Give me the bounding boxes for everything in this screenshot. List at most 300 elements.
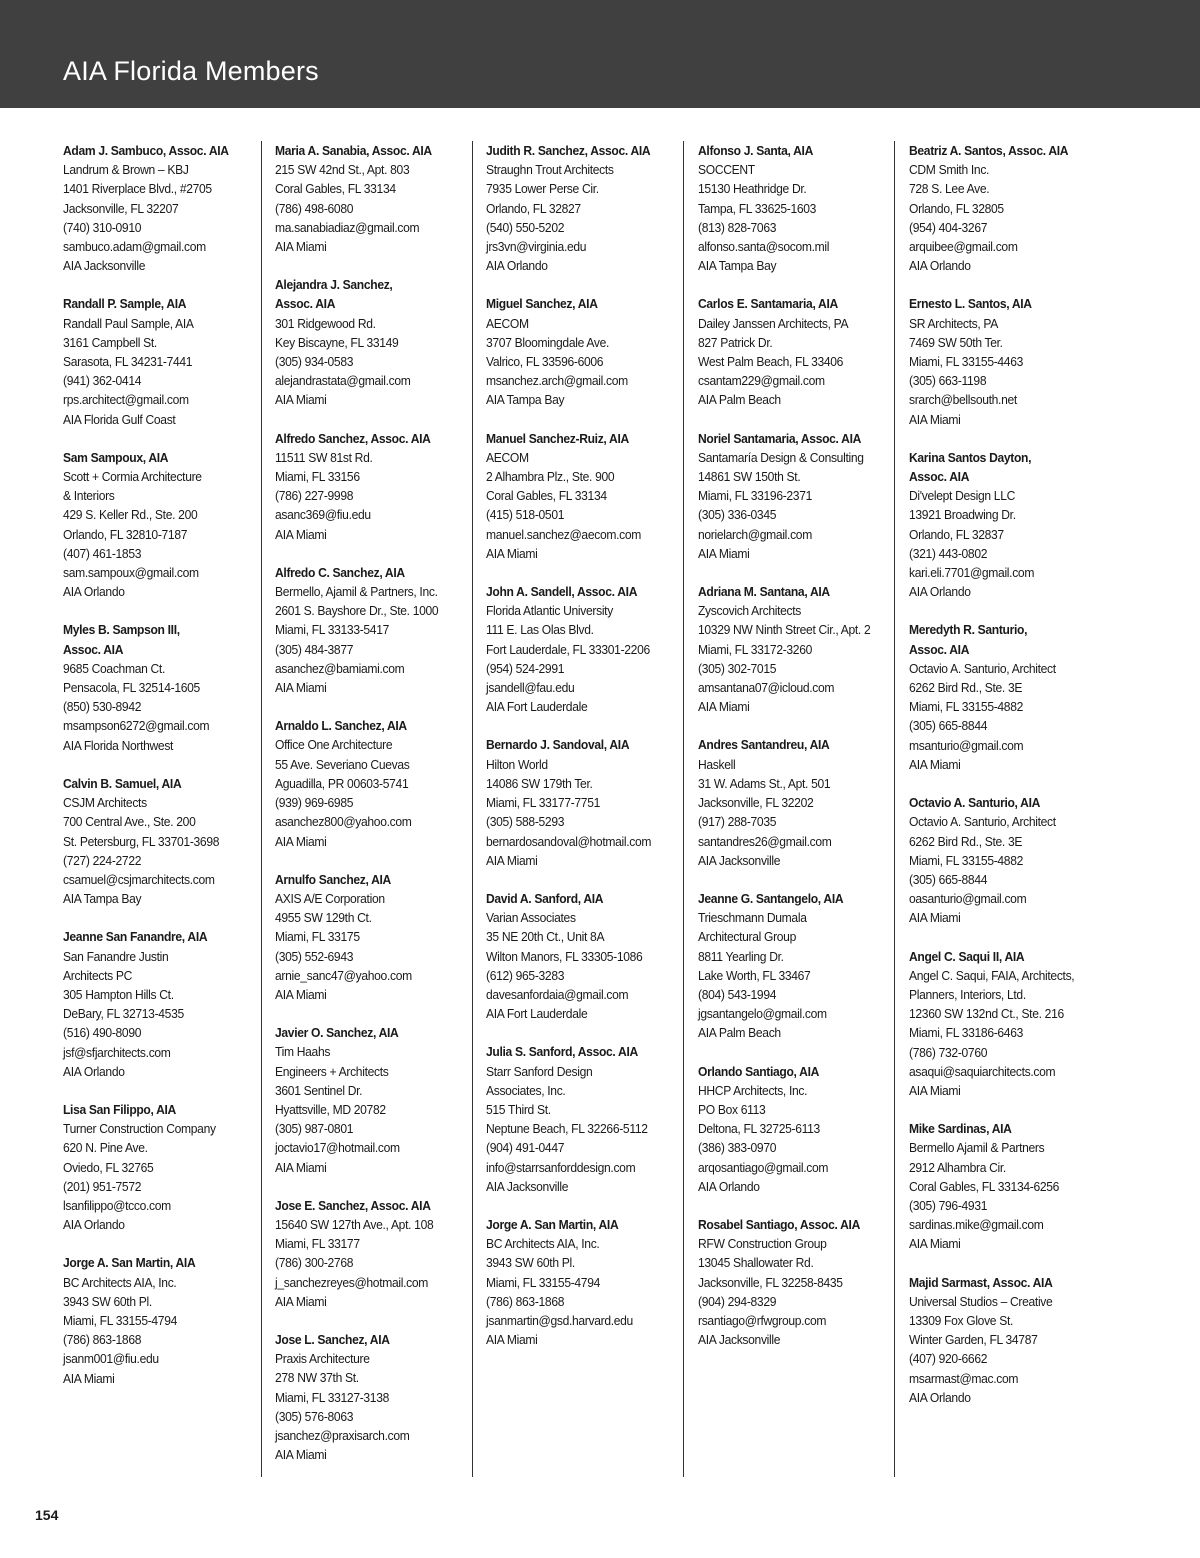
member-detail: 3161 Campbell St.: [63, 334, 157, 350]
member-detail: Aguadilla, PR 00603-5741: [275, 775, 409, 791]
member-detail: Praxis Architecture: [275, 1351, 370, 1367]
member-detail: Angel C. Saqui, FAIA, Architects,: [909, 967, 1075, 983]
member-detail: Coral Gables, FL 33134-6256: [909, 1178, 1060, 1194]
member-name: Beatriz A. Santos, Assoc. AIA: [909, 143, 1069, 158]
member-detail: AIA Jacksonville: [698, 1332, 781, 1348]
member-detail: (786) 227-9998: [275, 488, 354, 504]
member-detail: alejandrastata@gmail.com: [275, 373, 411, 389]
member-name: Jose L. Sanchez, AIA: [275, 1331, 390, 1347]
member-detail: arqosantiago@gmail.com: [698, 1159, 829, 1175]
member-name: Alfredo C. Sanchez, AIA: [275, 564, 405, 580]
member-detail: santandres26@gmail.com: [698, 833, 832, 849]
member-detail: (305) 665-8844: [909, 871, 988, 887]
member-detail: Tampa, FL 33625-1603: [698, 200, 817, 216]
member-detail: Haskell: [698, 756, 736, 772]
member-detail: 278 NW 37th St.: [275, 1370, 359, 1386]
member-detail: (305) 934-0583: [275, 354, 354, 370]
member-name: Maria A. Sanabia, Assoc. AIA: [275, 143, 432, 158]
member-detail: Jacksonville, FL 32207: [63, 200, 179, 216]
directory-column-3: [472, 141, 683, 1477]
member-name: Jeanne San Fanandre, AIA: [63, 929, 208, 945]
member-detail: (407) 461-1853: [63, 545, 142, 561]
member-detail: AIA Miami: [909, 411, 961, 427]
member-detail: oasanturio@gmail.com: [909, 891, 1027, 907]
member-detail: 10329 NW Ninth Street Cir., Apt. 2: [698, 622, 871, 638]
member-detail: 2601 S. Bayshore Dr., Ste. 1000: [275, 603, 439, 619]
member-detail: 13921 Broadwing Dr.: [909, 507, 1016, 523]
member-name: Randall P. Sample, AIA: [63, 296, 187, 312]
member-entry: [63, 141, 259, 275]
member-detail: jsf@sfjarchitects.com: [63, 1044, 171, 1060]
member-name: Octavio A. Santurio, AIA: [909, 795, 1041, 811]
member-name: Assoc. AIA: [909, 641, 970, 657]
member-name: Jeanne G. Santangelo, AIA: [698, 890, 844, 906]
member-detail: BC Architects AIA, Inc.: [63, 1274, 177, 1290]
member-entry: [486, 735, 683, 869]
member-detail: 3943 SW 60th Pl.: [486, 1255, 575, 1271]
member-detail: AXIS A/E Corporation: [275, 890, 385, 906]
member-detail: 429 S. Keller Rd., Ste. 200: [63, 507, 198, 523]
member-name: David A. Sanford, AIA: [486, 890, 604, 906]
member-detail: AIA Florida Northwest: [63, 737, 174, 753]
member-detail: alfonso.santa@socom.mil: [698, 239, 830, 255]
member-detail: 55 Ave. Severiano Cuevas: [275, 756, 410, 772]
member-name: Andres Santandreu, AIA: [698, 737, 830, 753]
member-name: Assoc. AIA: [909, 469, 970, 485]
member-detail: 1401 Riverplace Blvd., #2705: [63, 181, 212, 197]
member-detail: AIA Palm Beach: [698, 392, 781, 408]
member-entry: [909, 620, 1105, 774]
member-detail: Miami, FL 33177: [275, 1236, 360, 1252]
member-detail: AIA Miami: [275, 986, 327, 1002]
member-detail: Dailey Janssen Architects, PA: [698, 315, 849, 331]
member-entry: [698, 582, 894, 716]
member-detail: (305) 588-5293: [486, 814, 565, 830]
member-entry: [698, 294, 894, 409]
member-detail: AECOM: [486, 315, 529, 331]
member-entry: [275, 429, 472, 544]
member-detail: 2912 Alhambra Cir.: [909, 1159, 1006, 1175]
member-detail: CSJM Architects: [63, 795, 147, 811]
member-detail: 728 S. Lee Ave.: [909, 181, 990, 197]
page-number: 154: [35, 1507, 59, 1523]
member-detail: Landrum & Brown – KBJ: [63, 162, 189, 178]
member-detail: Octavio A. Santurio, Architect: [909, 660, 1056, 676]
member-detail: 13309 Fox Glove St.: [909, 1312, 1014, 1328]
member-detail: 3601 Sentinel Dr.: [275, 1082, 363, 1098]
member-detail: Associates, Inc.: [486, 1082, 566, 1098]
member-detail: AIA Miami: [909, 1082, 961, 1098]
member-detail: (786) 732-0760: [909, 1044, 988, 1060]
member-detail: 111 E. Las Olas Blvd.: [486, 622, 594, 638]
member-name: Alfonso J. Santa, AIA: [698, 143, 813, 158]
member-detail: 15130 Heathridge Dr.: [698, 181, 807, 197]
member-detail: AIA Tampa Bay: [63, 891, 142, 907]
member-detail: AIA Miami: [275, 1293, 327, 1309]
member-detail: Miami, FL 33196-2371: [698, 488, 813, 504]
member-detail: AIA Miami: [275, 680, 327, 696]
member-detail: (386) 383-0970: [698, 1140, 777, 1156]
member-entry: [486, 1042, 683, 1196]
member-detail: (804) 543-1994: [698, 986, 777, 1002]
member-detail: Santamaría Design & Consulting: [698, 449, 864, 465]
directory-column-4: [683, 141, 894, 1477]
member-detail: Tim Haahs: [275, 1044, 331, 1060]
member-name: Myles B. Sampson III,: [63, 622, 180, 638]
member-detail: arnie_sanc47@yahoo.com: [275, 967, 412, 983]
member-entry: [275, 1330, 472, 1464]
member-entry: [63, 1253, 259, 1387]
member-entry: [275, 1196, 472, 1311]
member-name: John A. Sandell, Assoc. AIA: [486, 584, 638, 600]
member-entry: [275, 870, 472, 1004]
member-detail: bernardosandoval@hotmail.com: [486, 833, 652, 849]
member-detail: AIA Fort Lauderdale: [486, 1006, 588, 1022]
member-detail: AIA Miami: [909, 1236, 961, 1252]
member-detail: Architects PC: [63, 967, 133, 983]
member-name: Angel C. Saqui II, AIA: [909, 948, 1025, 964]
member-detail: Bermello Ajamil & Partners: [909, 1140, 1045, 1156]
member-detail: 15640 SW 127th Ave., Apt. 108: [275, 1216, 434, 1232]
member-detail: Orlando, FL 32837: [909, 526, 1004, 542]
member-detail: rsantiago@rfwgroup.com: [698, 1312, 827, 1328]
member-detail: arquibee@gmail.com: [909, 239, 1018, 255]
member-entry: [909, 294, 1105, 428]
member-detail: Office One Architecture: [275, 737, 393, 753]
member-detail: AIA Orlando: [63, 584, 125, 600]
member-name: Karina Santos Dayton,: [909, 449, 1032, 465]
member-detail: AIA Jacksonville: [486, 1178, 569, 1194]
member-entry: [275, 141, 472, 256]
member-name: Calvin B. Samuel, AIA: [63, 775, 182, 791]
member-detail: Zyscovich Architects: [698, 603, 802, 619]
member-entry: [63, 294, 259, 428]
member-entry: [486, 294, 683, 409]
member-name: Alejandra J. Sanchez,: [275, 277, 393, 293]
member-detail: Miami, FL 33186-6463: [909, 1025, 1024, 1041]
member-detail: Oviedo, FL 32765: [63, 1159, 154, 1175]
member-detail: msanchez.arch@gmail.com: [486, 373, 628, 389]
member-detail: AIA Miami: [698, 545, 750, 561]
member-name: Miguel Sanchez, AIA: [486, 296, 598, 312]
member-detail: Octavio A. Santurio, Architect: [909, 814, 1056, 830]
member-detail: (305) 665-8844: [909, 718, 988, 734]
member-detail: (201) 951-7572: [63, 1178, 142, 1194]
member-detail: (407) 920-6662: [909, 1351, 988, 1367]
member-detail: 9685 Coachman Ct.: [63, 660, 166, 676]
member-detail: AIA Orlando: [486, 258, 548, 274]
member-detail: (305) 663-1198: [909, 373, 987, 389]
member-detail: Pensacola, FL 32514-1605: [63, 680, 200, 696]
member-detail: Universal Studios – Creative: [909, 1293, 1053, 1309]
member-detail: Lake Worth, FL 33467: [698, 967, 811, 983]
member-detail: AIA Miami: [909, 910, 961, 926]
member-detail: Jacksonville, FL 32202: [698, 795, 814, 811]
member-detail: AIA Miami: [275, 392, 327, 408]
member-entry: [698, 1062, 894, 1196]
member-detail: (850) 530-8942: [63, 699, 142, 715]
member-detail: AIA Tampa Bay: [486, 392, 565, 408]
member-detail: 6262 Bird Rd., Ste. 3E: [909, 833, 1023, 849]
member-directory: [0, 141, 1200, 1481]
member-detail: asanchez800@yahoo.com: [275, 814, 412, 830]
member-detail: lsanfilippo@tcco.com: [63, 1197, 171, 1213]
member-detail: 3943 SW 60th Pl.: [63, 1293, 152, 1309]
member-detail: AIA Miami: [275, 1447, 327, 1463]
member-detail: (917) 288-7035: [698, 814, 777, 830]
member-entry: [486, 429, 683, 563]
member-detail: West Palm Beach, FL 33406: [698, 354, 844, 370]
member-detail: AIA Miami: [275, 1159, 327, 1175]
member-entry: [486, 889, 683, 1023]
member-detail: Engineers + Architects: [275, 1063, 389, 1079]
member-name: Assoc. AIA: [63, 641, 124, 657]
member-detail: 11511 SW 81st Rd.: [275, 449, 373, 465]
member-detail: AIA Miami: [486, 852, 538, 868]
member-detail: 14861 SW 150th St.: [698, 469, 801, 485]
member-detail: Miami, FL 33155-4882: [909, 852, 1024, 868]
member-detail: BC Architects AIA, Inc.: [486, 1236, 600, 1252]
member-detail: Miami, FL 33133-5417: [275, 622, 390, 638]
member-detail: jrs3vn@virginia.edu: [486, 239, 587, 255]
member-detail: (305) 336-0345: [698, 507, 777, 523]
member-entry: [698, 1215, 894, 1349]
member-detail: jgsantangelo@gmail.com: [698, 1006, 827, 1022]
member-detail: Coral Gables, FL 33134: [486, 488, 607, 504]
member-detail: Hilton World: [486, 756, 548, 772]
member-detail: AIA Miami: [698, 699, 750, 715]
member-detail: 827 Patrick Dr.: [698, 334, 773, 350]
member-name: Jorge A. San Martin, AIA: [63, 1255, 196, 1271]
member-name: Arnaldo L. Sanchez, AIA: [275, 718, 407, 734]
member-detail: (786) 300-2768: [275, 1255, 354, 1271]
member-detail: PO Box 6113: [698, 1101, 766, 1117]
member-entry: [275, 1023, 472, 1177]
member-detail: 620 N. Pine Ave.: [63, 1140, 148, 1156]
member-name: Jose E. Sanchez, Assoc. AIA: [275, 1197, 431, 1213]
member-detail: (305) 576-8063: [275, 1408, 354, 1424]
member-detail: (939) 969-6985: [275, 795, 354, 811]
member-entry: [63, 1100, 259, 1234]
member-name: Rosabel Santiago, Assoc. AIA: [698, 1216, 860, 1232]
member-name: Majid Sarmast, Assoc. AIA: [909, 1274, 1053, 1290]
member-name: Arnulfo Sanchez, AIA: [275, 871, 391, 887]
member-detail: Bermello, Ajamil & Partners, Inc.: [275, 584, 438, 600]
member-detail: asanchez@bamiami.com: [275, 660, 405, 676]
member-entry: [275, 716, 472, 850]
member-detail: AIA Orlando: [909, 584, 971, 600]
member-detail: jsanchez@praxisarch.com: [275, 1427, 410, 1443]
member-detail: Miami, FL 33175: [275, 929, 360, 945]
member-detail: Valrico, FL 33596-6006: [486, 354, 604, 370]
member-detail: 8811 Yearling Dr.: [698, 948, 784, 964]
member-detail: Miami, FL 33155-4794: [63, 1312, 178, 1328]
directory-column-5: [894, 141, 1105, 1477]
member-detail: davesanfordaia@gmail.com: [486, 986, 629, 1002]
member-detail: AIA Miami: [275, 239, 327, 255]
member-detail: SR Architects, PA: [909, 315, 998, 331]
member-detail: 35 NE 20th Ct., Unit 8A: [486, 929, 605, 945]
member-detail: Architectural Group: [698, 929, 796, 945]
page-title: AIA Florida Members: [63, 56, 319, 86]
member-detail: (305) 484-3877: [275, 641, 354, 657]
member-entry: [275, 275, 472, 409]
member-detail: 4955 SW 129th Ct.: [275, 910, 372, 926]
member-detail: Wilton Manors, FL 33305-1086: [486, 948, 643, 964]
member-detail: Neptune Beach, FL 32266-5112: [486, 1121, 648, 1137]
member-entry: [63, 927, 259, 1081]
member-entry: [486, 1215, 683, 1349]
member-detail: SOCCENT: [698, 162, 755, 178]
member-detail: San Fanandre Justin: [63, 948, 169, 964]
member-detail: AIA Orlando: [909, 258, 971, 274]
member-detail: joctavio17@hotmail.com: [275, 1140, 400, 1156]
member-detail: ma.sanabiadiaz@gmail.com: [275, 219, 420, 235]
member-detail: (305) 987-0801: [275, 1121, 354, 1137]
member-detail: AIA Orlando: [63, 1063, 125, 1079]
member-detail: AIA Jacksonville: [63, 258, 146, 274]
member-detail: AIA Orlando: [63, 1217, 125, 1233]
member-detail: sam.sampoux@gmail.com: [63, 565, 199, 581]
member-name: Manuel Sanchez-Ruiz, AIA: [486, 430, 629, 446]
member-detail: Trieschmann Dumala: [698, 910, 807, 926]
member-detail: Miami, FL 33155-4463: [909, 354, 1024, 370]
member-detail: RFW Construction Group: [698, 1236, 827, 1252]
member-detail: Starr Sanford Design: [486, 1063, 593, 1079]
member-detail: msarmast@mac.com: [909, 1370, 1019, 1386]
member-detail: 7935 Lower Perse Cir.: [486, 181, 599, 197]
member-detail: (415) 518-0501: [486, 507, 565, 523]
member-detail: sambuco.adam@gmail.com: [63, 239, 206, 255]
member-entry: [698, 141, 894, 275]
member-detail: Miami, FL 33156: [275, 469, 360, 485]
member-entry: [486, 582, 683, 716]
member-detail: Coral Gables, FL 33134: [275, 181, 396, 197]
member-name: Alfredo Sanchez, Assoc. AIA: [275, 430, 431, 446]
member-name: Lisa San Filippo, AIA: [63, 1101, 176, 1117]
member-detail: Miami, FL 33155-4794: [486, 1274, 601, 1290]
member-detail: jsandell@fau.edu: [486, 680, 575, 696]
member-detail: manuel.sanchez@aecom.com: [486, 526, 641, 542]
member-detail: j_sanchezreyes@hotmail.com: [275, 1274, 428, 1290]
member-entry: [909, 141, 1105, 275]
member-name: Bernardo J. Sandoval, AIA: [486, 737, 630, 753]
member-detail: Turner Construction Company: [63, 1121, 216, 1137]
member-detail: kari.eli.7701@gmail.com: [909, 565, 1035, 581]
member-detail: (813) 828-7063: [698, 219, 777, 235]
member-detail: Deltona, FL 32725-6113: [698, 1121, 820, 1137]
member-detail: 31 W. Adams St., Apt. 501: [698, 775, 831, 791]
member-name: Meredyth R. Santurio,: [909, 622, 1028, 638]
member-entry: [275, 563, 472, 697]
member-detail: Orlando, FL 32810-7187: [63, 526, 188, 542]
member-detail: CDM Smith Inc.: [909, 162, 990, 178]
member-detail: (516) 490-8090: [63, 1025, 142, 1041]
member-name: Assoc. AIA: [275, 296, 336, 312]
member-name: Javier O. Sanchez, AIA: [275, 1025, 399, 1041]
member-detail: csamuel@csjmarchitects.com: [63, 871, 215, 887]
directory-column-2: [261, 141, 472, 1477]
member-entry: [909, 1119, 1105, 1253]
member-name: Adriana M. Santana, AIA: [698, 584, 830, 600]
member-name: Sam Sampoux, AIA: [63, 449, 169, 465]
member-detail: (941) 362-0414: [63, 373, 142, 389]
member-detail: AIA Orlando: [698, 1178, 760, 1194]
member-detail: Winter Garden, FL 34787: [909, 1332, 1038, 1348]
member-name: Julia S. Sanford, Assoc. AIA: [486, 1044, 638, 1060]
member-detail: jsanm001@fiu.edu: [63, 1351, 159, 1367]
member-detail: 515 Third St.: [486, 1101, 551, 1117]
member-detail: AIA Miami: [275, 526, 327, 542]
member-detail: Scott + Cormia Architecture: [63, 469, 202, 485]
member-detail: St. Petersburg, FL 33701-3698: [63, 833, 220, 849]
member-detail: Sarasota, FL 34231-7441: [63, 354, 193, 370]
member-name: Orlando Santiago, AIA: [698, 1063, 820, 1079]
member-detail: jsanmartin@gsd.harvard.edu: [486, 1312, 633, 1328]
member-detail: 14086 SW 179th Ter.: [486, 775, 593, 791]
member-detail: amsantana07@icloud.com: [698, 680, 835, 696]
member-detail: 2 Alhambra Plz., Ste. 900: [486, 469, 615, 485]
member-detail: DeBary, FL 32713-4535: [63, 1006, 184, 1022]
member-detail: Varian Associates: [486, 910, 576, 926]
member-detail: (740) 310-0910: [63, 219, 142, 235]
member-entry: [63, 774, 259, 908]
member-detail: csantam229@gmail.com: [698, 373, 825, 389]
member-entry: [698, 889, 894, 1043]
member-detail: & Interiors: [63, 488, 115, 504]
member-detail: 7469 SW 50th Ter.: [909, 334, 1003, 350]
member-detail: Miami, FL 33172-3260: [698, 641, 813, 657]
member-detail: sardinas.mike@gmail.com: [909, 1217, 1044, 1233]
member-detail: Planners, Interiors, Ltd.: [909, 986, 1026, 1002]
member-detail: Hyattsville, MD 20782: [275, 1101, 386, 1117]
member-detail: 12360 SW 132nd Ct., Ste. 216: [909, 1006, 1064, 1022]
member-detail: (786) 863-1868: [63, 1332, 142, 1348]
member-entry: [63, 448, 259, 602]
member-detail: AIA Miami: [486, 545, 538, 561]
member-detail: norielarch@gmail.com: [698, 526, 812, 542]
member-detail: 215 SW 42nd St., Apt. 803: [275, 162, 410, 178]
member-detail: AIA Tampa Bay: [698, 258, 777, 274]
member-entry: [909, 448, 1105, 602]
member-detail: rps.architect@gmail.com: [63, 392, 189, 408]
member-entry: [698, 429, 894, 563]
member-detail: Key Biscayne, FL 33149: [275, 334, 399, 350]
member-entry: [909, 793, 1105, 927]
member-detail: (786) 863-1868: [486, 1293, 565, 1309]
member-entry: [698, 735, 894, 869]
member-detail: HHCP Architects, Inc.: [698, 1082, 808, 1098]
member-detail: (540) 550-5202: [486, 219, 565, 235]
member-detail: Miami, FL 33177-7751: [486, 795, 601, 811]
member-detail: 700 Central Ave., Ste. 200: [63, 814, 196, 830]
member-detail: Florida Atlantic University: [486, 603, 613, 619]
member-detail: (305) 552-6943: [275, 948, 354, 964]
member-detail: Fort Lauderdale, FL 33301-2206: [486, 641, 650, 657]
directory-column-1: [63, 141, 259, 1477]
member-detail: 305 Hampton Hills Ct.: [63, 986, 174, 1002]
member-entry: [909, 947, 1105, 1101]
member-detail: AIA Miami: [909, 756, 961, 772]
member-detail: 13045 Shallowater Rd.: [698, 1255, 814, 1271]
member-detail: 6262 Bird Rd., Ste. 3E: [909, 680, 1023, 696]
member-name: Ernesto L. Santos, AIA: [909, 296, 1032, 312]
member-detail: 3707 Bloomingdale Ave.: [486, 334, 610, 350]
member-name: Mike Sardinas, AIA: [909, 1121, 1012, 1137]
member-detail: (904) 491-0447: [486, 1140, 565, 1156]
member-detail: (786) 498-6080: [275, 200, 354, 216]
member-detail: Straughn Trout Architects: [486, 162, 614, 178]
